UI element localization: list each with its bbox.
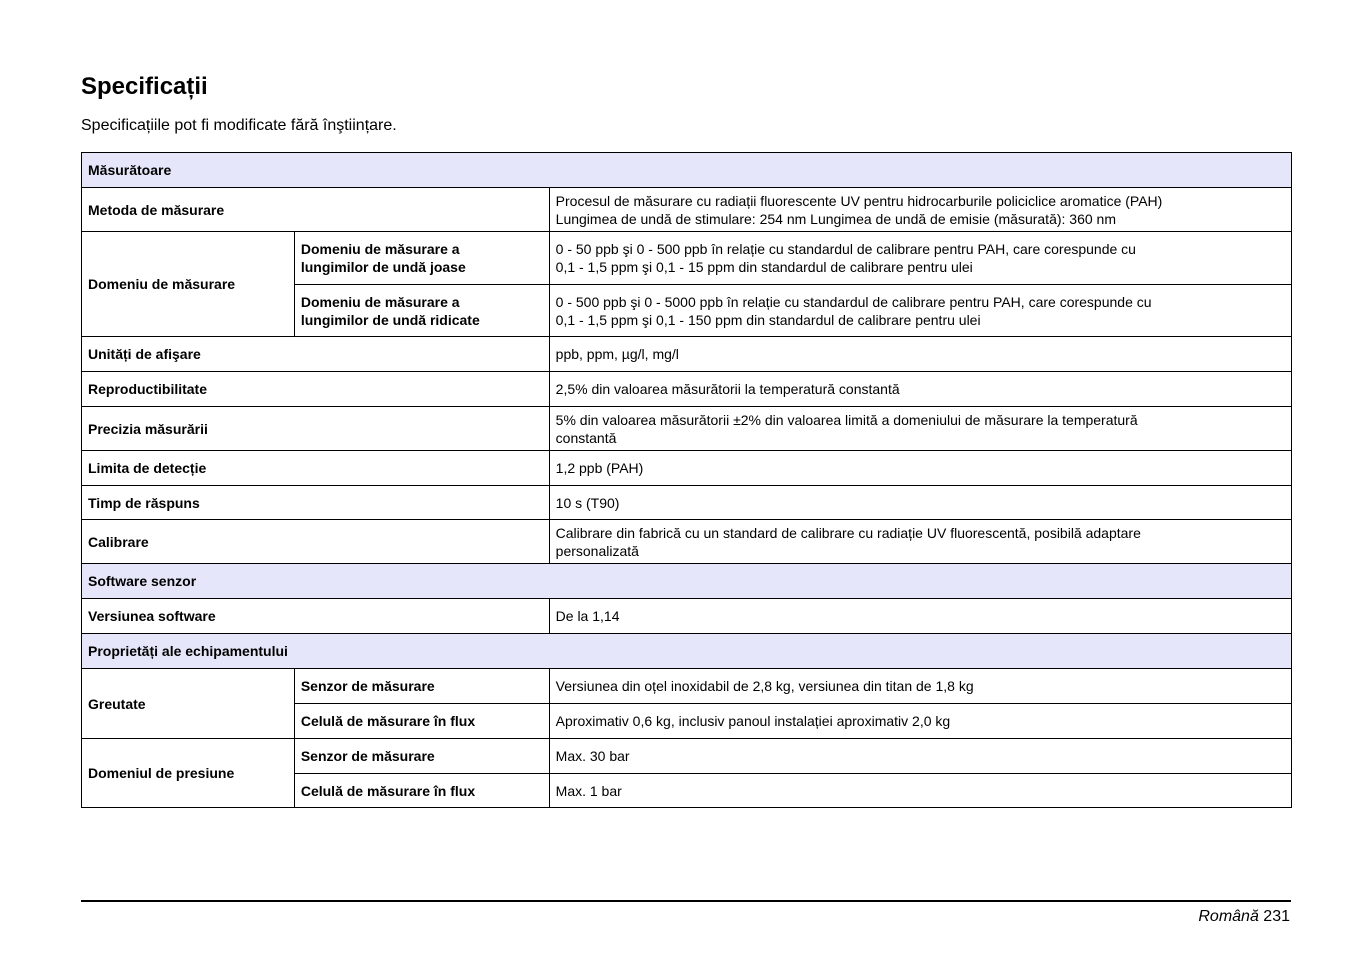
- row-label: Versiunea software: [82, 599, 550, 634]
- row-label: Metoda de măsurare: [82, 188, 550, 232]
- row-label: Reproductibilitate: [82, 372, 550, 407]
- table-row-software-version: [82, 599, 1292, 634]
- intro-text: Specificațiile pot fi modificate fără înştiințare.: [81, 117, 397, 134]
- table-row-range-low: [82, 232, 1292, 285]
- row-value: De la 1,14: [549, 599, 1291, 634]
- section-header-measurements: [82, 153, 1292, 188]
- row-label: Calibrare: [82, 520, 550, 564]
- sublabel-line: Domeniu de măsurare a: [300, 293, 460, 310]
- row-value: [549, 520, 1291, 564]
- value-line: 0 - 50 ppb şi 0 - 500 ppb în relație cu standardul de calibrare pentru PAH, care corespunde cu: [555, 241, 1136, 257]
- sublabel-line: lungimilor de undă ridicate: [300, 311, 480, 328]
- value-line: 0,1 - 1,5 ppm şi 0,1 - 15 ppm din standardul de calibrare pentru ulei: [555, 259, 973, 275]
- section-title: Software senzor: [82, 564, 1292, 599]
- row-label: Greutate: [82, 669, 295, 739]
- row-value: Versiunea din oțel inoxidabil de 2,8 kg, versiunea din titan de 1,8 kg: [549, 669, 1291, 704]
- row-label: Precizia măsurării: [82, 407, 550, 451]
- specifications-table: [81, 152, 1292, 808]
- value-line: constantă: [555, 429, 617, 446]
- row-value: 10 s (T90): [549, 486, 1291, 520]
- row-value: Max. 30 bar: [549, 739, 1291, 774]
- table-row-calibration: [82, 520, 1292, 564]
- table-row-method: [82, 188, 1292, 232]
- row-value: [549, 285, 1291, 337]
- section-header-equipment: [82, 634, 1292, 669]
- row-value: 2,5% din valoarea măsurătorii la temperatură constantă: [549, 372, 1291, 407]
- value-line: Calibrare din fabrică cu un standard de calibrare cu radiație UV fluorescentă, posibilă adaptare: [555, 524, 1141, 541]
- sublabel-line: Domeniu de măsurare a: [300, 241, 460, 257]
- row-label: Timp de răspuns: [82, 486, 550, 520]
- table-row-weight-sensor: [82, 669, 1292, 704]
- footer-divider: [81, 900, 1291, 902]
- row-sublabel: Senzor de măsurare: [294, 669, 549, 704]
- value-line: 5% din valoarea măsurătorii ±2% din valoarea limită a domeniului de măsurare la temperatură: [555, 411, 1138, 428]
- row-label: Domeniu de măsurare: [82, 232, 295, 337]
- section-title: Proprietăți ale echipamentului: [82, 634, 1292, 669]
- table-row-pressure-sensor: [82, 739, 1292, 774]
- row-sublabel: Senzor de măsurare: [294, 739, 549, 774]
- row-value: [549, 232, 1291, 285]
- row-sublabel: [294, 285, 549, 337]
- section-header-software: [82, 564, 1292, 599]
- section-title: Măsurătoare: [82, 153, 1292, 188]
- row-value: Max. 1 bar: [549, 774, 1291, 808]
- row-label: Limita de detecție: [82, 451, 550, 486]
- row-value: 1,2 ppb (PAH): [549, 451, 1291, 486]
- value-line: personalizată: [555, 542, 639, 559]
- row-value: ppb, ppm, µg/l, mg/l: [549, 337, 1291, 372]
- row-value: Aproximativ 0,6 kg, inclusiv panoul instalației aproximativ 2,0 kg: [549, 704, 1291, 739]
- row-value: [549, 188, 1291, 232]
- page-title: Specificații: [81, 73, 208, 100]
- table-row-reproducibility: [82, 372, 1292, 407]
- table-row-response: [82, 486, 1292, 520]
- page-number: 231: [1263, 908, 1290, 925]
- row-label: Domeniul de presiune: [82, 739, 295, 808]
- value-line: Lungimea de undă de stimulare: 254 nm Lungimea de undă de emisie (măsurată): 360 nm: [555, 210, 1116, 227]
- table-row-units: [82, 337, 1292, 372]
- row-sublabel: [294, 232, 549, 285]
- sublabel-line: lungimilor de undă joase: [300, 259, 466, 275]
- value-line: Procesul de măsurare cu radiații fluorescente UV pentru hidrocarburile policiclice aromatice (PAH): [555, 192, 1163, 209]
- table-row-accuracy: [82, 407, 1292, 451]
- footer-language: Română: [1198, 908, 1259, 925]
- page-footer: [1198, 908, 1290, 926]
- value-line: 0 - 500 ppb şi 0 - 5000 ppb în relație cu standardul de calibrare pentru PAH, care corespunde cu: [555, 293, 1152, 310]
- row-value: [549, 407, 1291, 451]
- value-line: 0,1 - 1,5 ppm şi 0,1 - 150 ppm din standardul de calibrare pentru ulei: [555, 311, 981, 328]
- row-label: Unități de afişare: [82, 337, 550, 372]
- table-row-detection: [82, 451, 1292, 486]
- row-sublabel: Celulă de măsurare în flux: [294, 774, 549, 808]
- row-sublabel: Celulă de măsurare în flux: [294, 704, 549, 739]
